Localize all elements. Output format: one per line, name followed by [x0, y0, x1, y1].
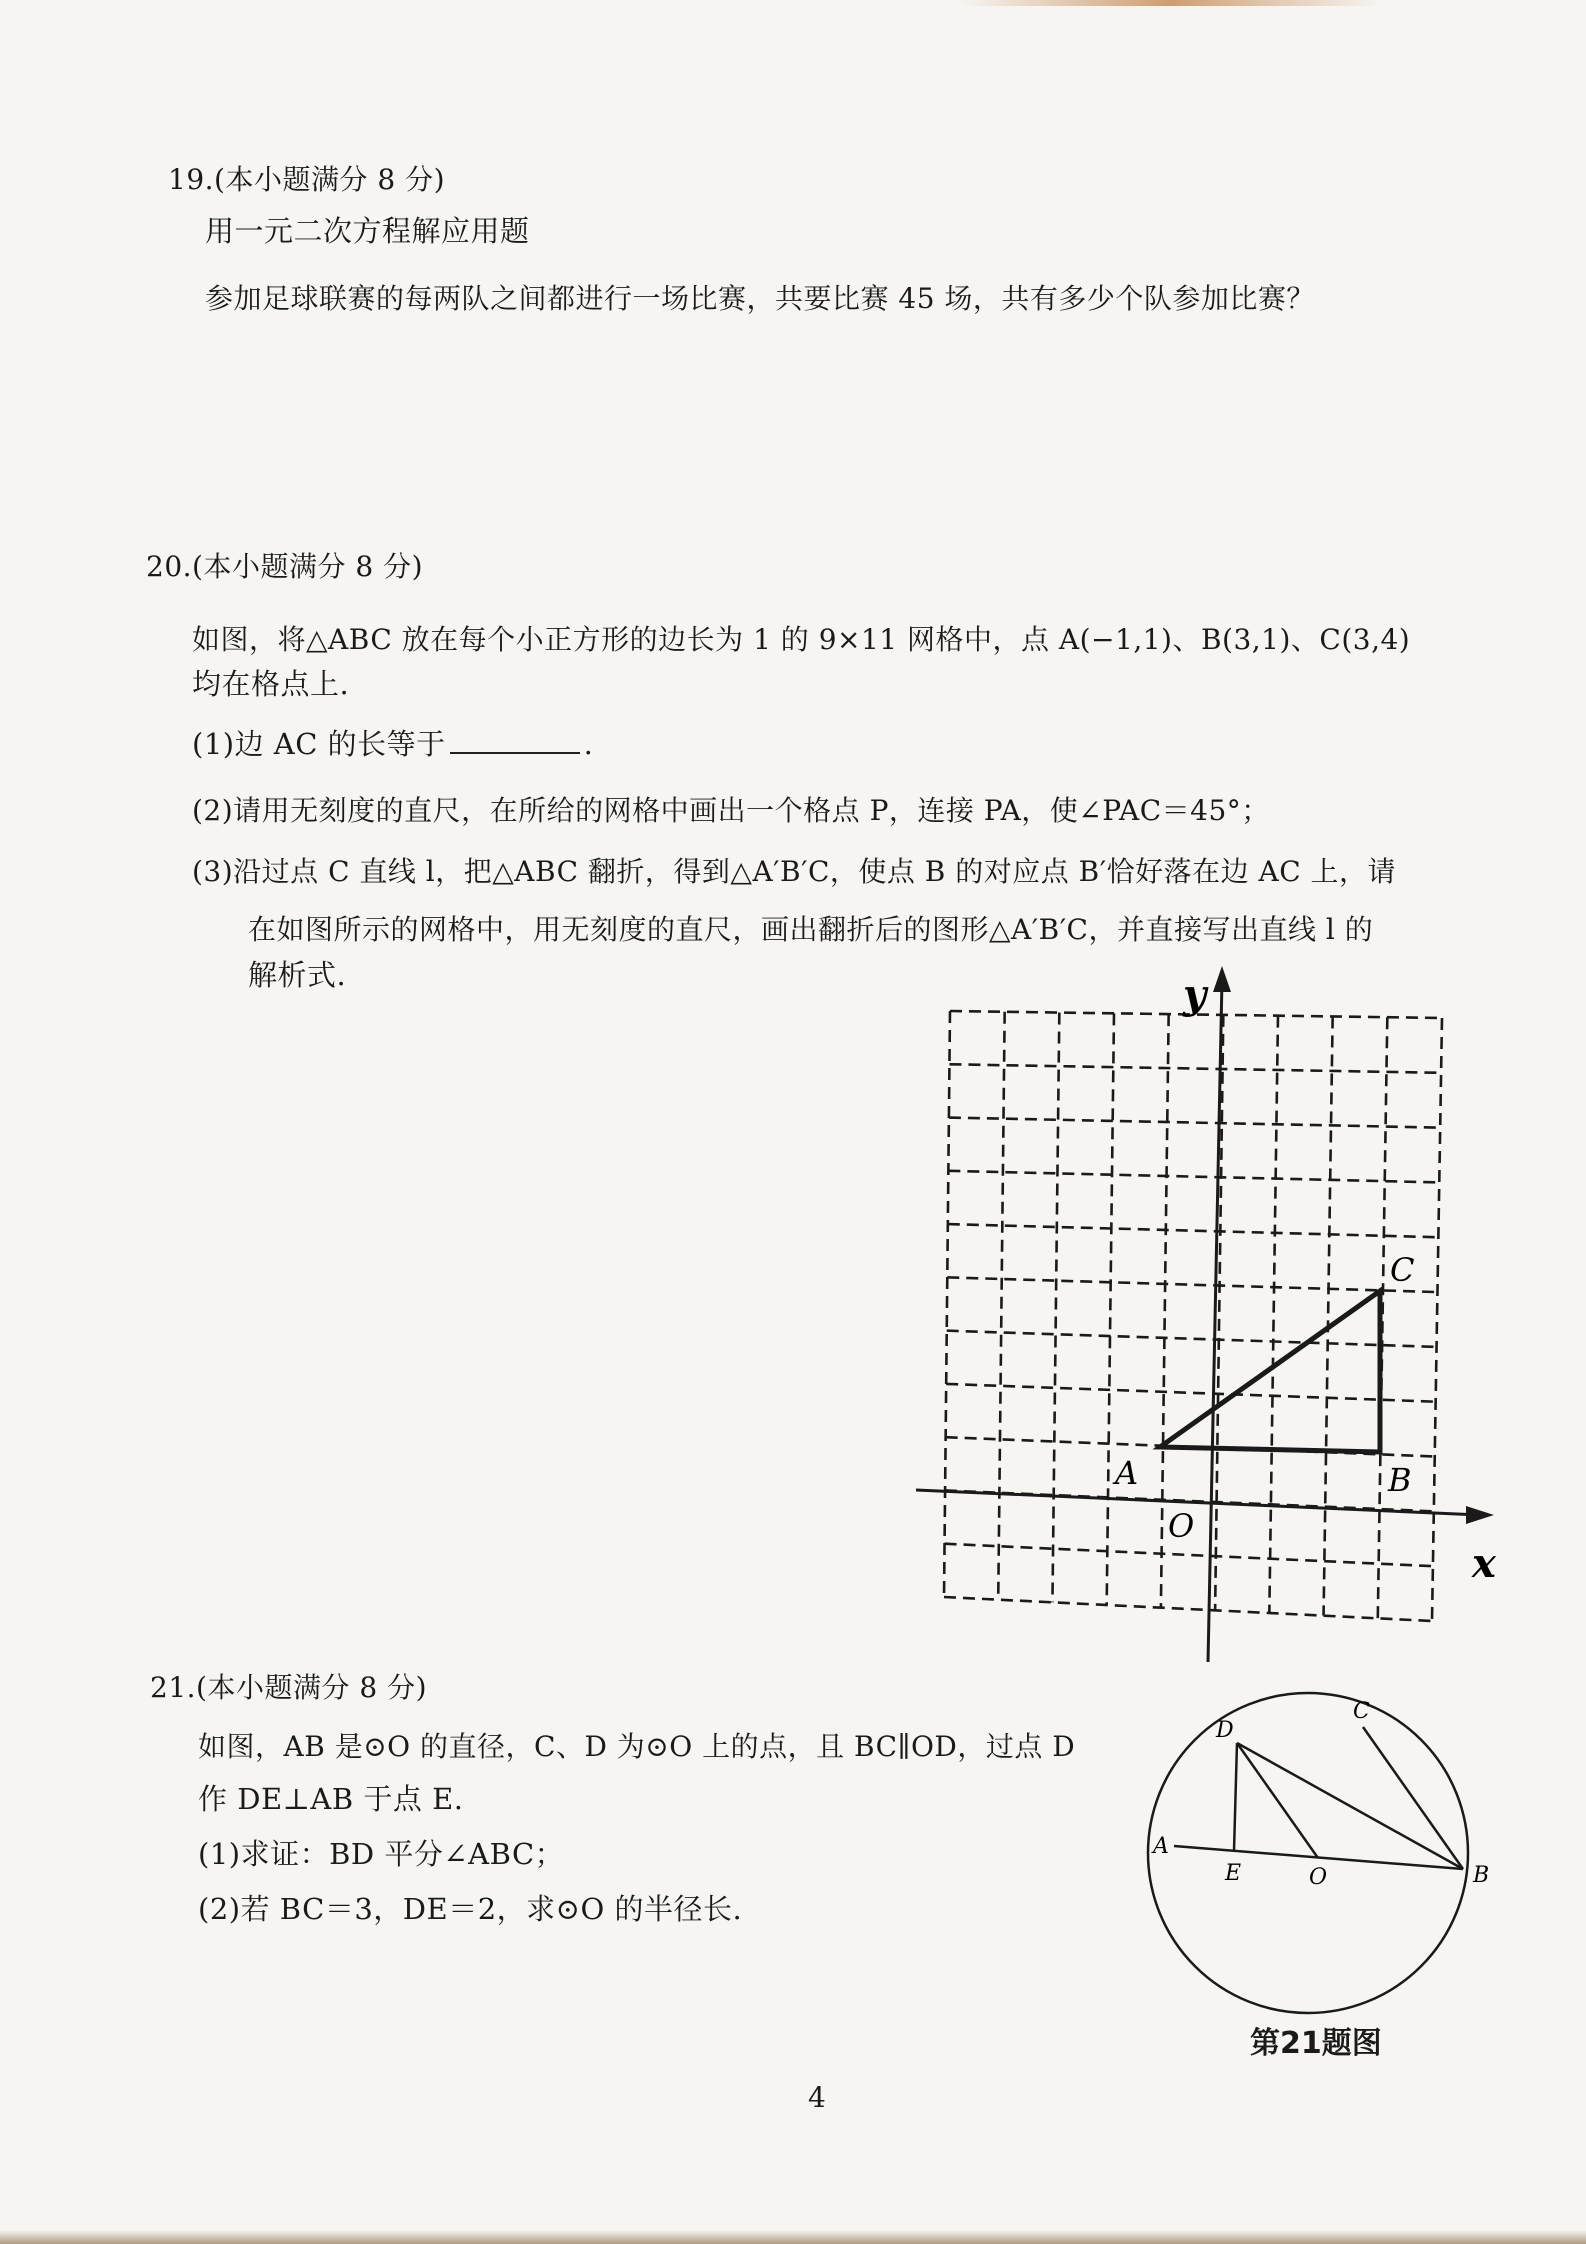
q20-line-1: 如图，将△ABC 放在每个小正方形的边长为 1 的 9×11 网格中，点 A(−1,1)、B(3,1)、C(3,4)	[192, 623, 1411, 656]
q21-part-1: (1)求证：BD 平分∠ABC；	[198, 1837, 565, 1871]
grid-line-horizontal	[948, 1224, 1439, 1237]
grid-line-vertical	[1052, 1013, 1059, 1603]
q21-part-2: (2)若 BC＝3，DE＝2，求⊙O 的半径长.	[198, 1892, 743, 1926]
segment-de	[1234, 1743, 1237, 1851]
paper-edge-bottom	[0, 2230, 1586, 2244]
q20-part-3-line-2: 在如图所示的网格中，用无刻度的直尺，画出翻折后的图形△A′B′C，并直接写出直线 l 的	[248, 913, 1374, 946]
segment-cb	[1363, 1727, 1463, 1869]
segment-do	[1237, 1743, 1318, 1858]
grid-line-vertical	[1324, 1016, 1333, 1615]
point-b-label: B	[1388, 1461, 1412, 1499]
grid-line-vertical	[944, 1011, 950, 1597]
grid-line-vertical	[1269, 1016, 1278, 1613]
circle-label-b: B	[1473, 1863, 1490, 1888]
q20-part-3-line-1: (3)沿过点 C 直线 l，把△ABC 翻折，得到△A′B′C，使点 B 的对应点 B′恰好落在边 AC 上，请	[192, 855, 1397, 888]
grid-line-horizontal	[949, 1064, 1441, 1073]
grid-line-vertical	[1107, 1013, 1114, 1605]
page-number: 4	[808, 2081, 826, 2114]
q20-part-3-line-3: 解析式.	[248, 958, 347, 992]
grid-line-horizontal	[945, 1544, 1433, 1566]
grid-line-vertical	[998, 1012, 1004, 1600]
circle-o	[1148, 1693, 1468, 2013]
q20-part-1-end: .	[583, 727, 594, 761]
circle-label-e: E	[1225, 1861, 1242, 1886]
q19-line-1: 用一元二次方程解应用题	[205, 214, 530, 248]
circle-label-c: C	[1353, 1699, 1370, 1724]
x-axis-label: x	[1472, 1540, 1496, 1587]
q20-part-2: (2)请用无刻度的直尺，在所给的网格中画出一个格点 P，连接 PA，使∠PAC＝45°；	[192, 794, 1270, 827]
q21-header: 21.(本小题满分 8 分)	[150, 1671, 427, 1704]
origin-label: O	[1168, 1507, 1195, 1545]
y-axis-arrow	[1213, 966, 1231, 992]
grid-line-horizontal	[947, 1331, 1437, 1347]
q20-header: 20.(本小题满分 8 分)	[146, 550, 423, 583]
grid-line-horizontal	[944, 1597, 1432, 1621]
q20-part-1-text: (1)边 AC 的长等于	[192, 727, 446, 761]
point-a-label: A	[1115, 1454, 1139, 1492]
q19-line-2: 参加足球联赛的每两队之间都进行一场比赛，共要比赛 45 场，共有多少个队参加比赛？	[205, 282, 1315, 315]
grid-line-vertical	[1432, 1018, 1442, 1621]
grid-line-horizontal	[948, 1171, 1439, 1183]
x-axis-arrow	[1466, 1506, 1494, 1524]
q19-header: 19.(本小题满分 8 分)	[168, 163, 445, 196]
q21-line-2: 作 DE⊥AB 于点 E.	[198, 1782, 464, 1816]
grid-line-horizontal	[949, 1118, 1440, 1128]
triangle-abc	[1160, 1291, 1380, 1452]
q21-line-1: 如图，AB 是⊙O 的直径，C、D 为⊙O 上的点，且 BC∥OD，过点 D	[198, 1730, 1076, 1763]
segment-db	[1237, 1743, 1463, 1869]
circle-label-o: O	[1309, 1865, 1328, 1890]
grid-line-horizontal	[947, 1277, 1437, 1292]
point-c-label: C	[1390, 1251, 1415, 1289]
q20-line-2: 均在格点上.	[192, 667, 350, 701]
grid-line-horizontal	[946, 1384, 1435, 1402]
circle-label-d: D	[1216, 1718, 1234, 1743]
y-axis-label: y	[1183, 971, 1207, 1018]
q21-figure-caption: 第21题图	[1250, 2026, 1382, 2061]
circle-label-a: A	[1153, 1834, 1169, 1859]
